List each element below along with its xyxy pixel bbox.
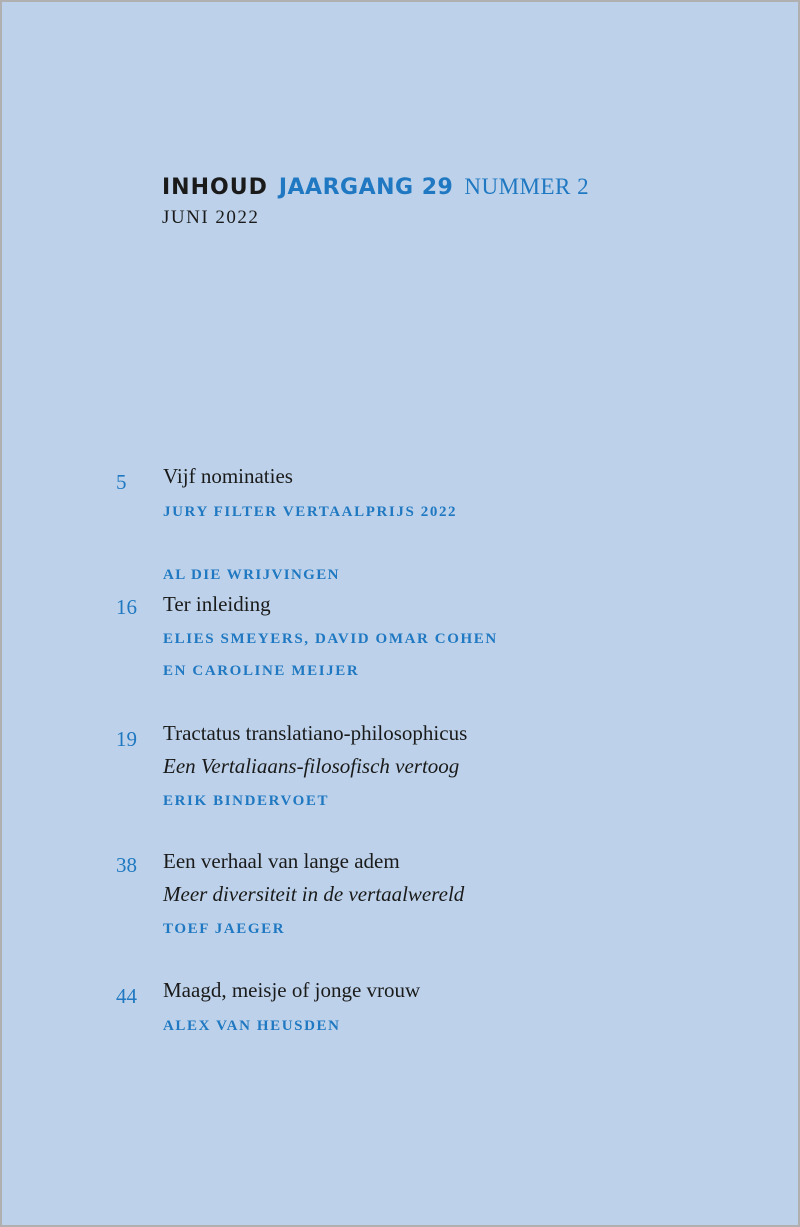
toc-author: ALEX VAN HEUSDEN: [163, 1018, 341, 1034]
toc-header: [162, 172, 589, 229]
toc-author: JURY FILTER VERTAALPRIJS 2022: [163, 504, 458, 520]
toc-section-heading: AL DIE WRIJVINGEN: [163, 567, 340, 583]
header-title-line: [162, 172, 589, 203]
toc-page-number: 44: [116, 984, 137, 1008]
toc-author: EN CAROLINE MEIJER: [163, 663, 360, 679]
toc-author: ELIES SMEYERS, DAVID OMAR COHEN: [163, 631, 498, 647]
toc-page-number: 19: [116, 727, 137, 751]
toc-title: Een verhaal van lange adem: [163, 849, 400, 873]
toc-page-number: 38: [116, 853, 137, 877]
header-jaargang: JAARGANG 29: [278, 175, 454, 200]
toc-title: Tractatus translatiano-philosophicus: [163, 721, 468, 745]
toc-title: Ter inleiding: [163, 592, 271, 616]
header-inhoud: INHOUD: [162, 175, 268, 200]
header-nummer: NUMMER 2: [464, 174, 590, 199]
toc-subtitle: Een Vertaliaans-filosofisch vertoog: [163, 754, 460, 778]
header-date: JUNI 2022: [162, 207, 260, 228]
toc-title: Vijf nominaties: [163, 464, 293, 488]
toc-author: TOEF JAEGER: [163, 921, 286, 937]
toc-title: Maagd, meisje of jonge vrouw: [163, 978, 421, 1002]
toc-page-number: 5: [116, 470, 127, 494]
toc-subtitle: Meer diversiteit in de vertaalwereld: [163, 882, 465, 906]
toc-page-number: 16: [116, 595, 137, 619]
toc-author: ERIK BINDERVOET: [163, 793, 330, 809]
